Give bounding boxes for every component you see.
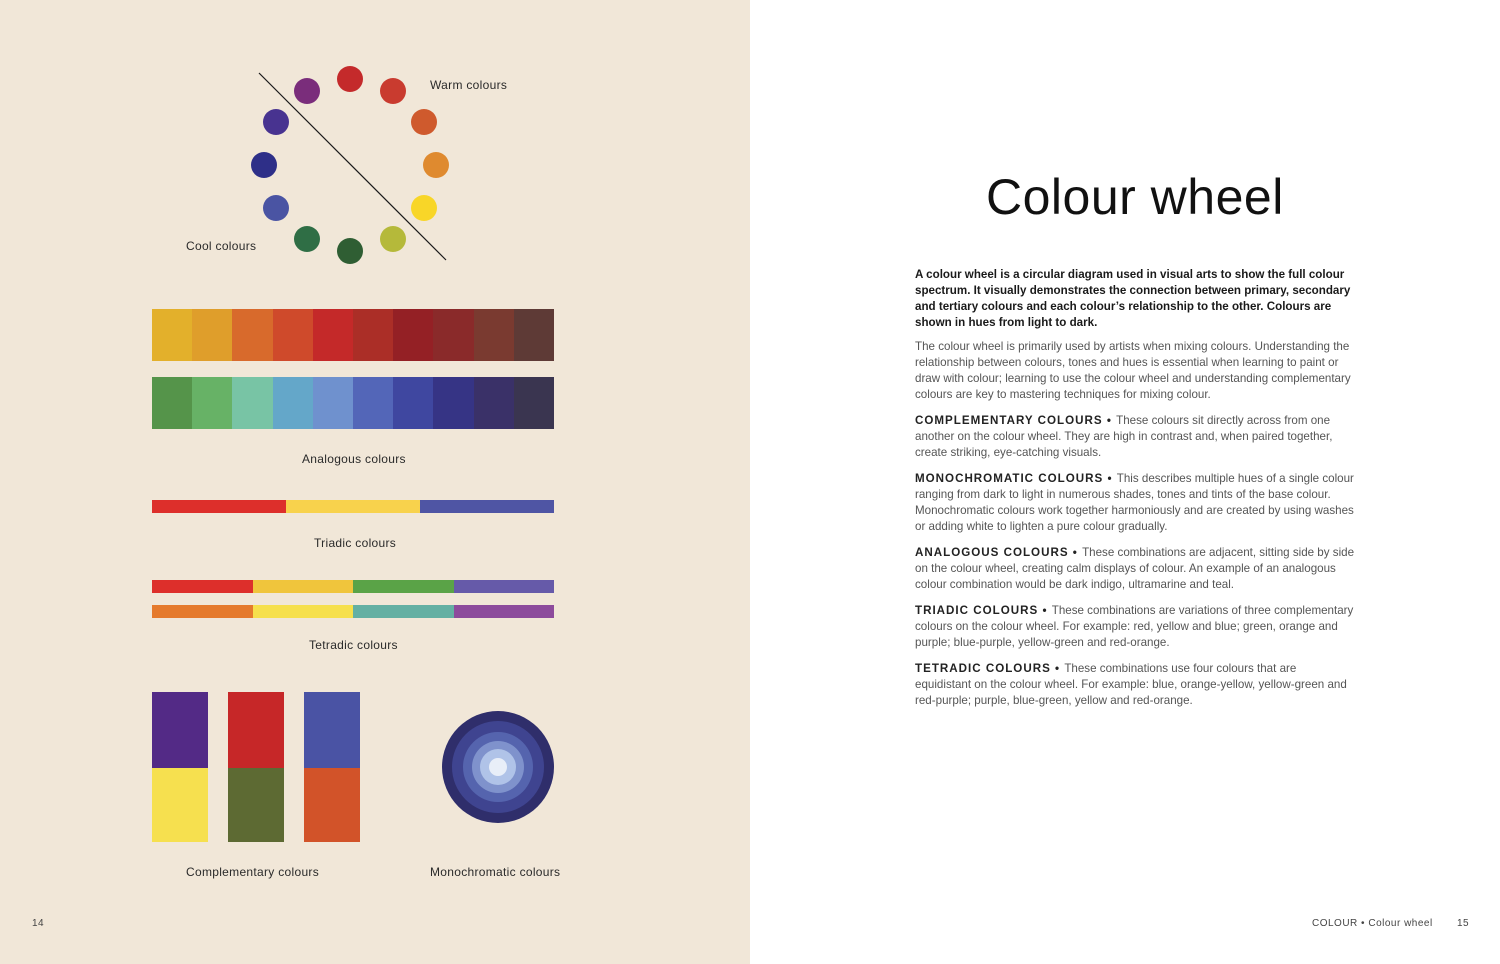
- analogous-cool-strip: [152, 377, 554, 429]
- tetradic-swatch: [152, 580, 253, 593]
- triadic-strip: [152, 500, 554, 513]
- analogous-swatch: [232, 377, 272, 429]
- definition-text: These combinations use four colours that are equidistant on the colour wheel. For example: blue, orange-yellow, yellow-green and red-purple; purple, blue-green, yellow and red-orange.: [915, 662, 1347, 707]
- tetradic-strip-2: [152, 605, 554, 618]
- complementary-swatch-top: [304, 692, 360, 768]
- page-title: Colour wheel: [986, 169, 1284, 225]
- monochromatic-ring: [489, 758, 507, 776]
- analogous-swatch: [313, 309, 353, 361]
- definition-term: TETRADIC COLOURS: [915, 662, 1051, 675]
- complementary-swatch-bottom: [228, 768, 284, 842]
- definition-separator: •: [1038, 604, 1052, 617]
- analogous-swatch: [273, 377, 313, 429]
- tetradic-strip-1: [152, 580, 554, 593]
- definition-term: ANALOGOUS COLOURS: [915, 546, 1069, 559]
- left-page-number: 14: [32, 918, 45, 929]
- triadic-swatch: [420, 500, 554, 513]
- analogous-swatch: [353, 309, 393, 361]
- right-page-number: 15: [1457, 918, 1470, 929]
- analogous-swatch: [273, 309, 313, 361]
- right-page: [750, 0, 1500, 964]
- definition-separator: •: [1050, 662, 1065, 675]
- definition-text: These combinations are variations of three complementary colours on the colour wheel. For example: red, yellow and blue; green, orange and purple; blue-purple, yellow-green and red-orange.: [915, 604, 1354, 649]
- triadic-colours-label: Triadic colours: [314, 536, 397, 550]
- analogous-swatch: [433, 309, 473, 361]
- definition-separator: •: [1103, 472, 1117, 485]
- intro-paragraph: A colour wheel is a circular diagram used in visual arts to show the full colour spectrum. It visually demonstrates the connection between primary, secondary and tertiary colours and each colour’s relationship to the other. Colours are shown in hues from light to dark.: [915, 268, 1351, 329]
- warm-cool-divider-line: [0, 0, 750, 300]
- analogous-swatch: [474, 309, 514, 361]
- analogous-swatch: [313, 377, 353, 429]
- complementary-swatch-bottom: [152, 768, 208, 842]
- tetradic-colours-label: Tetradic colours: [309, 638, 398, 652]
- analogous-colours-label: Analogous colours: [302, 452, 406, 466]
- definition-term: COMPLEMENTARY COLOURS: [915, 414, 1103, 427]
- analogous-swatch: [232, 309, 272, 361]
- triadic-swatch: [152, 500, 286, 513]
- definition-separator: •: [1068, 546, 1083, 559]
- definition-paragraph: [915, 471, 1355, 535]
- analogous-swatch: [474, 377, 514, 429]
- analogous-swatch: [433, 377, 473, 429]
- definition-paragraph: [915, 603, 1355, 651]
- body-text: [915, 267, 1355, 719]
- definition-text: This describes multiple hues of a single colour ranging from dark to light in numerous shades, tones and tints of the base colour. Monochromatic colours work together harmoniously and are created by using washes or adding white to lighten a pure colour gradually.: [915, 472, 1354, 533]
- tetradic-swatch: [253, 605, 354, 618]
- analogous-swatch: [353, 377, 393, 429]
- analogous-swatch: [514, 377, 554, 429]
- complementary-swatch-top: [228, 692, 284, 768]
- monochromatic-target: [441, 710, 555, 824]
- tetradic-swatch: [454, 580, 555, 593]
- cool-colours-label: Cool colours: [186, 239, 257, 253]
- definition-paragraph: [915, 661, 1355, 709]
- definitions-list: [915, 413, 1355, 709]
- monochromatic-colours-label: Monochromatic colours: [430, 865, 561, 879]
- tetradic-swatch: [454, 605, 555, 618]
- tetradic-swatch: [353, 580, 454, 593]
- analogous-swatch: [393, 309, 433, 361]
- analogous-swatch: [152, 309, 192, 361]
- definition-paragraph: [915, 413, 1355, 461]
- complementary-swatch-top: [152, 692, 208, 768]
- definition-text: These colours sit directly across from one another on the colour wheel. They are high in contrast and, when paired together, create striking, eye-catching visuals.: [915, 414, 1333, 459]
- definition-paragraph: [915, 545, 1355, 593]
- analogous-warm-strip: [152, 309, 554, 361]
- triadic-swatch: [286, 500, 420, 513]
- analogous-swatch: [192, 309, 232, 361]
- analogous-swatch: [152, 377, 192, 429]
- definition-separator: •: [1102, 414, 1117, 427]
- tetradic-swatch: [353, 605, 454, 618]
- tetradic-swatch: [253, 580, 354, 593]
- complementary-colours-label: Complementary colours: [186, 865, 320, 879]
- analogous-swatch: [393, 377, 433, 429]
- definition-term: MONOCHROMATIC COLOURS: [915, 472, 1104, 485]
- body-paragraph: The colour wheel is primarily used by artists when mixing colours. Understanding the relationship between colours, tones and hues is essential when learning to paint or draw with colour; learning to use the colour wheel and understanding complementary colours are key to mastering techniques for mixing colour.: [915, 340, 1351, 401]
- analogous-swatch: [192, 377, 232, 429]
- warm-colours-label: Warm colours: [430, 78, 508, 92]
- analogous-swatch: [514, 309, 554, 361]
- definition-text: These combinations are adjacent, sitting side by side on the colour wheel, creating calm displays of colour. An example of an analogous colour combination would be dark indigo, ultramarine and teal.: [915, 546, 1355, 591]
- tetradic-swatch: [152, 605, 253, 618]
- running-head: COLOUR • Colour wheel: [1312, 918, 1433, 929]
- complementary-swatch-bottom: [304, 768, 360, 842]
- definition-term: TRIADIC COLOURS: [915, 604, 1039, 617]
